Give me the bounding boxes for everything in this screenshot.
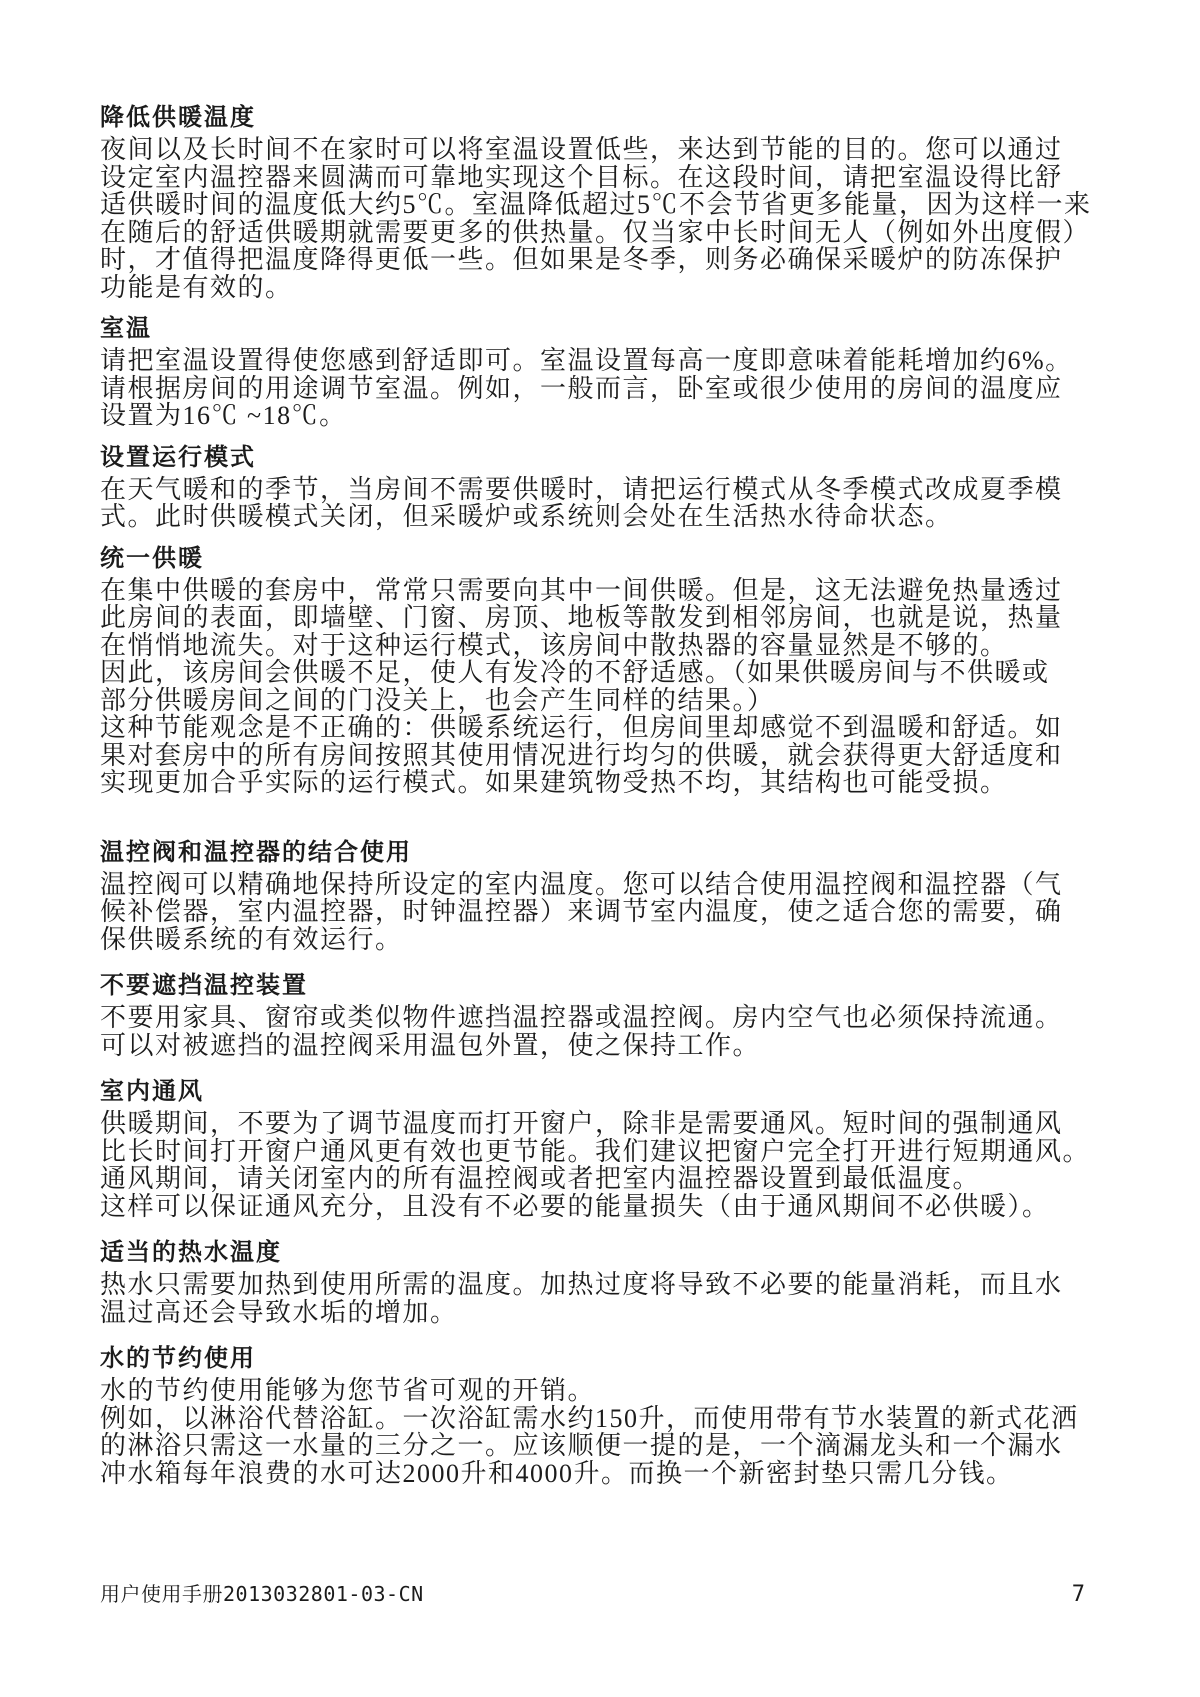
paragraph-line: 时，才值得把温度降得更低一些。但如果是冬季，则务必确保采暖炉的防冻保护	[100, 245, 1063, 274]
paragraph-line: 在悄悄地流失。对于这种运行模式，该房间中散热器的容量显然是不够的。	[100, 630, 1008, 660]
paragraph-line: 此房间的表面，即墙壁、门窗、房顶、地板等散发到相邻房间，也就是说，热量	[100, 603, 1063, 632]
section-heading: 降低供暖温度	[100, 104, 256, 131]
paragraph-line: 这种节能观念是不正确的：供暖系统运行，但房间里却感觉不到温暖和舒适。如	[100, 713, 1063, 742]
paragraph-line: 功能是有效的。	[100, 272, 293, 302]
section-heading: 水的节约使用	[100, 1345, 256, 1372]
section-heading: 适当的热水温度	[100, 1239, 282, 1266]
page-content	[100, 104, 1110, 1487]
paragraph-line: 设置为16℃ ~18℃。	[100, 401, 347, 430]
section-heading: 室温	[100, 315, 152, 342]
footer-manual-id: 用户使用手册2013032801-03-CN	[100, 1582, 424, 1606]
paragraph-line: 在集中供暖的套房中，常常只需要向其中一间供暖。但是，这无法避免热量透过	[100, 575, 1063, 605]
paragraph-line: 比长时间打开窗户通风更有效也更节能。我们建议把窗户完全打开进行短期通风。	[100, 1136, 1091, 1166]
paragraph-line: 冲水箱每年浪费的水可达2000升和4000升。而换一个新密封垫只需几分钱。	[100, 1458, 1014, 1488]
section-heading: 统一供暖	[100, 544, 204, 572]
section-8	[100, 1239, 1110, 1326]
paragraph-line: 请把室温设置得使您感到舒适即可。室温设置每高一度即意味着能耗增加约6%。	[100, 346, 1073, 375]
section-heading: 设置运行模式	[100, 443, 256, 471]
paragraph-line: 因此，该房间会供暖不足，使人有发冷的不舒适感。（如果供暖房间与不供暖或	[100, 658, 1050, 687]
page-footer	[100, 1578, 1085, 1607]
footer-page-number: 7	[1071, 1582, 1085, 1607]
paragraph-line: 温过高还会导致水垢的增加。	[100, 1297, 458, 1327]
section-heading: 不要遮挡温控装置	[100, 972, 308, 999]
paragraph-line: 式。此时供暖模式关闭，但采暖炉或系统则会处在生活热水待命状态。	[100, 502, 953, 531]
paragraph-line: 部分供暖房间之间的门没关上，也会产生同样的结果。）	[100, 685, 775, 715]
paragraph-line: 温控阀可以精确地保持所设定的室内温度。您可以结合使用温控阀和温控器（气	[100, 869, 1063, 899]
paragraph-line: 在随后的舒适供暖期就需要更多的供热量。仅当家中长时间无人（例如外出度假）	[100, 217, 1091, 247]
paragraph-line: 水的节约使用能够为您节省可观的开销。	[100, 1376, 596, 1405]
paragraph-line: 这样可以保证通风充分，且没有不必要的能量损失（由于通风期间不必供暖）。	[100, 1191, 1050, 1221]
section-6	[100, 972, 1110, 1059]
paragraph-line: 热水只需要加热到使用所需的温度。加热过度将导致不必要的能量消耗，而且水	[100, 1270, 1063, 1299]
paragraph-line: 候补偿器，室内温控器，时钟温控器）来调节室内温度，使之适合您的需要，确	[100, 897, 1063, 926]
paragraph-line: 实现更加合乎实际的运行模式。如果建筑物受热不均，其结构也可能受损。	[100, 768, 1008, 797]
section-5	[100, 839, 1110, 954]
paragraph-line: 可以对被遮挡的温控阀采用温包外置，使之保持工作。	[100, 1030, 761, 1060]
paragraph-line: 不要用家具、窗帘或类似物件遮挡温控器或温控阀。房内空气也必须保持流通。	[100, 1003, 1063, 1032]
paragraph-line: 在天气暖和的季节，当房间不需要供暖时，请把运行模式从冬季模式改成夏季模	[100, 474, 1063, 504]
paragraph-line: 夜间以及长时间不在家时可以将室温设置低些，来达到节能的目的。您可以通过	[100, 135, 1063, 164]
section-4	[100, 545, 1110, 797]
paragraph-line: 设定室内温控器来圆满而可靠地实现这个目标。在这段时间，请把室温设得比舒	[100, 162, 1063, 192]
paragraph-line: 保供暖系统的有效运行。	[100, 924, 403, 954]
section-9	[100, 1345, 1110, 1487]
paragraph-line: 例如，以淋浴代替浴缸。一次浴缸需水约150升，而使用带有节水装置的新式花洒	[100, 1403, 1079, 1433]
paragraph-line: 果对套房中的所有房间按照其使用情况进行均匀的供暖，就会获得更大舒适度和	[100, 740, 1063, 770]
section-7	[100, 1078, 1110, 1220]
section-heading: 温控阀和温控器的结合使用	[100, 838, 412, 866]
section-heading: 室内通风	[100, 1078, 204, 1105]
paragraph-line: 适供暖时间的温度低大约5℃。室温降低超过5℃不会节省更多能量，因为这样一来	[100, 190, 1092, 219]
section-2	[100, 315, 1110, 430]
paragraph-line: 供暖期间，不要为了调节温度而打开窗户，除非是需要通风。短时间的强制通风	[100, 1109, 1063, 1138]
paragraph-line: 请根据房间的用途调节室温。例如，一般而言，卧室或很少使用的房间的温度应	[100, 373, 1063, 403]
paragraph-line: 通风期间，请关闭室内的所有温控阀或者把室内温控器设置到最低温度。	[100, 1164, 981, 1193]
section-1	[100, 104, 1110, 301]
section-3	[100, 444, 1110, 531]
paragraph-line: 的淋浴只需这一水量的三分之一。应该顺便一提的是，一个滴漏龙头和一个漏水	[100, 1431, 1063, 1460]
